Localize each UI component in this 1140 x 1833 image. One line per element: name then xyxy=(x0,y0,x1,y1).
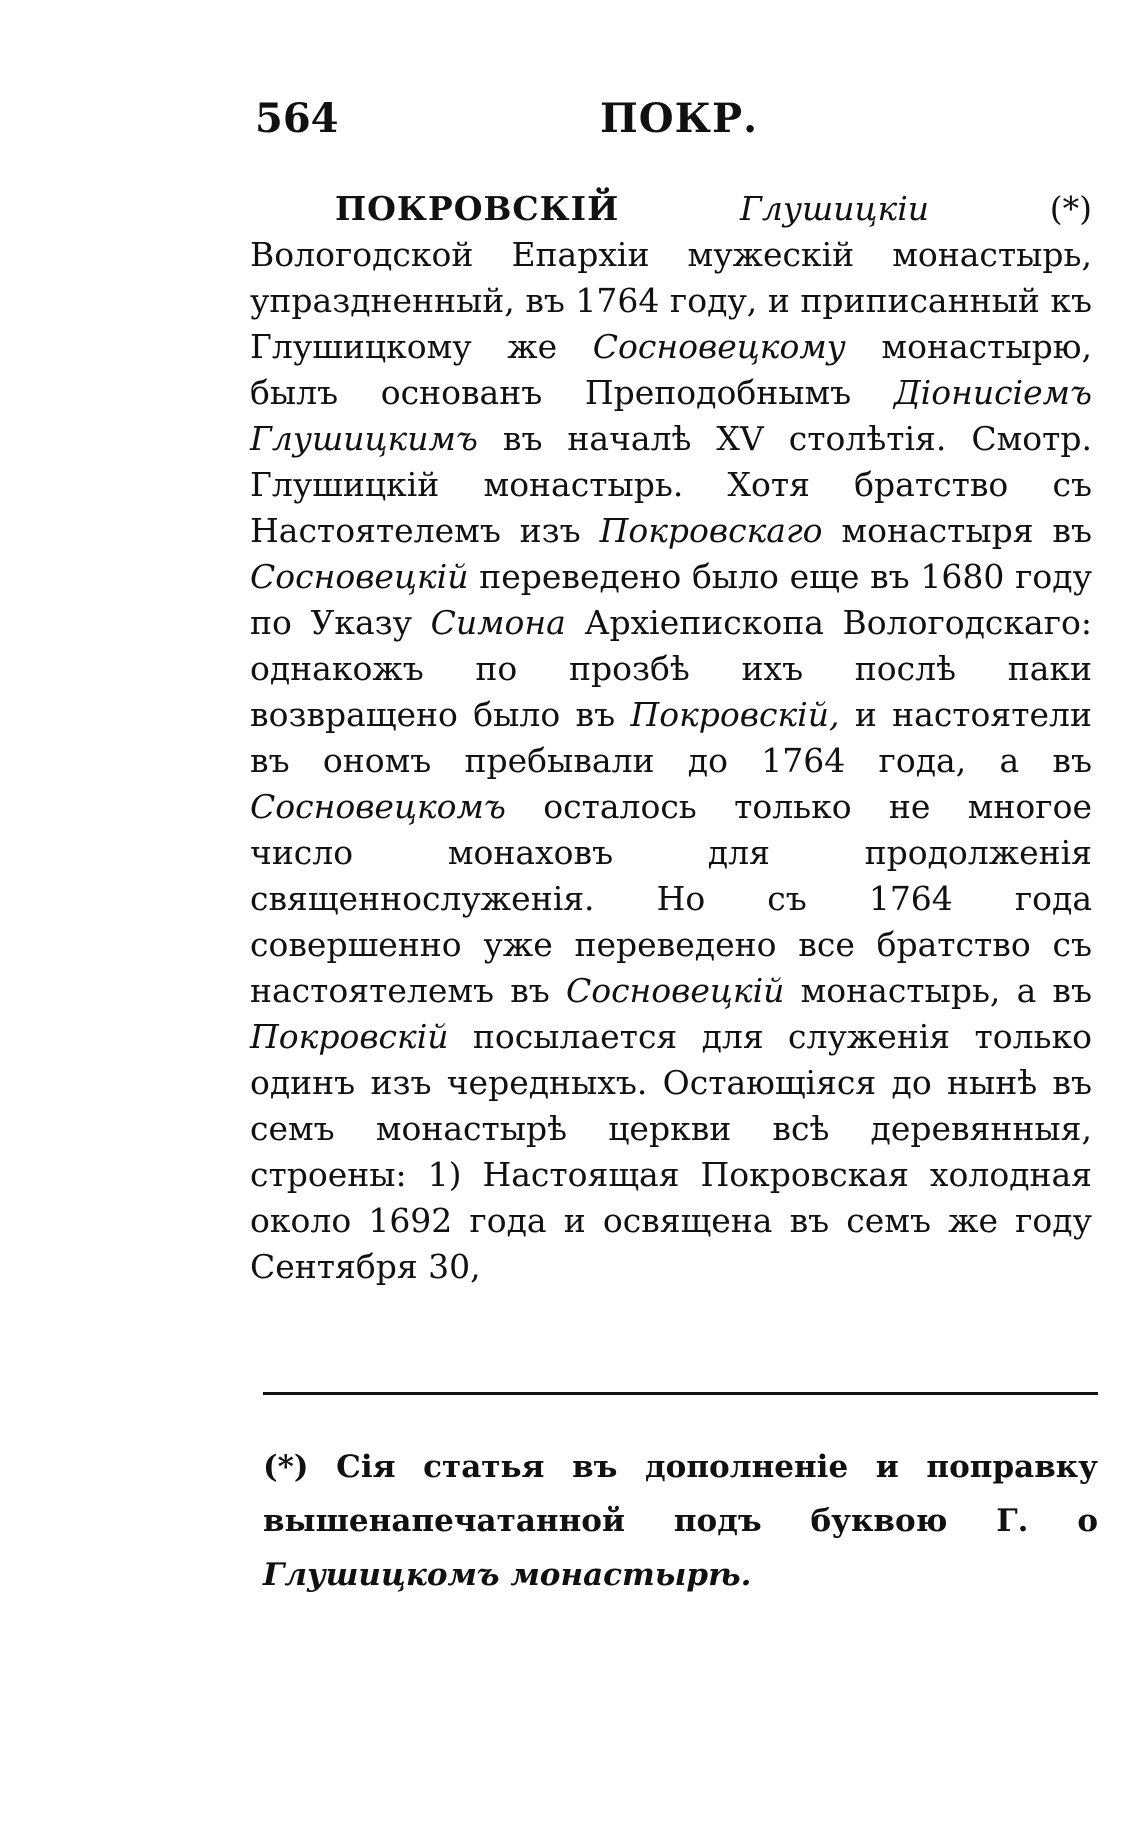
footnote-marker: (*) xyxy=(263,1449,309,1485)
entry-text: переведено было еще въ 1680 году по Указу xyxy=(250,557,1092,642)
entry-text: монастырю, былъ основанъ Преподобнымъ xyxy=(250,327,1092,412)
entry-text: посылается для служенія только одинъ изъ чередныхъ. Остающіяся до нынѣ въ семъ монастырѣ церкви всѣ деревянныя, строены: 1) Настоящая Покровская холодная около 1692 года и освящена въ семъ же году Сентября 30, xyxy=(250,1017,1092,1286)
running-head: ПОКР. xyxy=(600,95,759,142)
entry-text: Архіепископа Вологодскаго: однакожъ по прозбѣ ихъ послѣ паки возвращено было въ xyxy=(250,603,1092,734)
entry-italic-text: Покровскаго xyxy=(599,511,823,550)
entry-italic-text: Покровскій, xyxy=(630,695,840,734)
entry-text: осталось только не многое число монаховъ для продолженія священнослуженія. Но съ 1764 года совершенно уже переведено все братство съ настоятелемъ въ xyxy=(250,787,1092,1010)
footnote xyxy=(263,1440,1098,1602)
entry-italic-text: Покровскій xyxy=(250,1017,449,1056)
entry-italic-text: Сосновецкій xyxy=(565,971,785,1010)
entry-name-italic: Глушицкіи xyxy=(739,189,930,228)
entry-text: монастыря въ xyxy=(841,511,1092,550)
entry-text: (*) Вологодской Епархіи мужескій монастырь, упраздненный, въ 1764 году, и приписанный къ Глушицкому же xyxy=(250,189,1092,366)
entry-title: ПОКРОВСКІЙ xyxy=(335,189,620,228)
entry-italic-text: Сосновецкому xyxy=(592,327,846,366)
entry-text: и настоятели въ ономъ пребывали до 1764 года, а въ xyxy=(250,695,1092,780)
entry-body xyxy=(250,186,1092,1290)
entry-text: монастырь, а въ xyxy=(800,971,1092,1010)
entry-italic-text: Діонисіемъ Глушицкимъ xyxy=(250,373,1092,458)
page-header xyxy=(255,95,1095,155)
footnote-divider xyxy=(263,1392,1098,1395)
footnote-italic-text: Глушицкомъ монастырѣ. xyxy=(263,1557,752,1593)
footnote-text: Сія статья въ дополненіе и поправку вышенапечатанной подъ буквою Г. о xyxy=(263,1449,1099,1539)
entry-italic-text: Симона xyxy=(430,603,566,642)
entry-text: въ началѣ XV столѣтія. Смотр. Глушицкій монастырь. Хотя братство съ Настоятелемъ изъ xyxy=(250,419,1092,550)
entry-italic-text: Сосновецкій xyxy=(250,557,469,596)
page-number: 564 xyxy=(255,95,339,142)
entry-italic-text: Сосновецкомъ xyxy=(250,787,506,826)
